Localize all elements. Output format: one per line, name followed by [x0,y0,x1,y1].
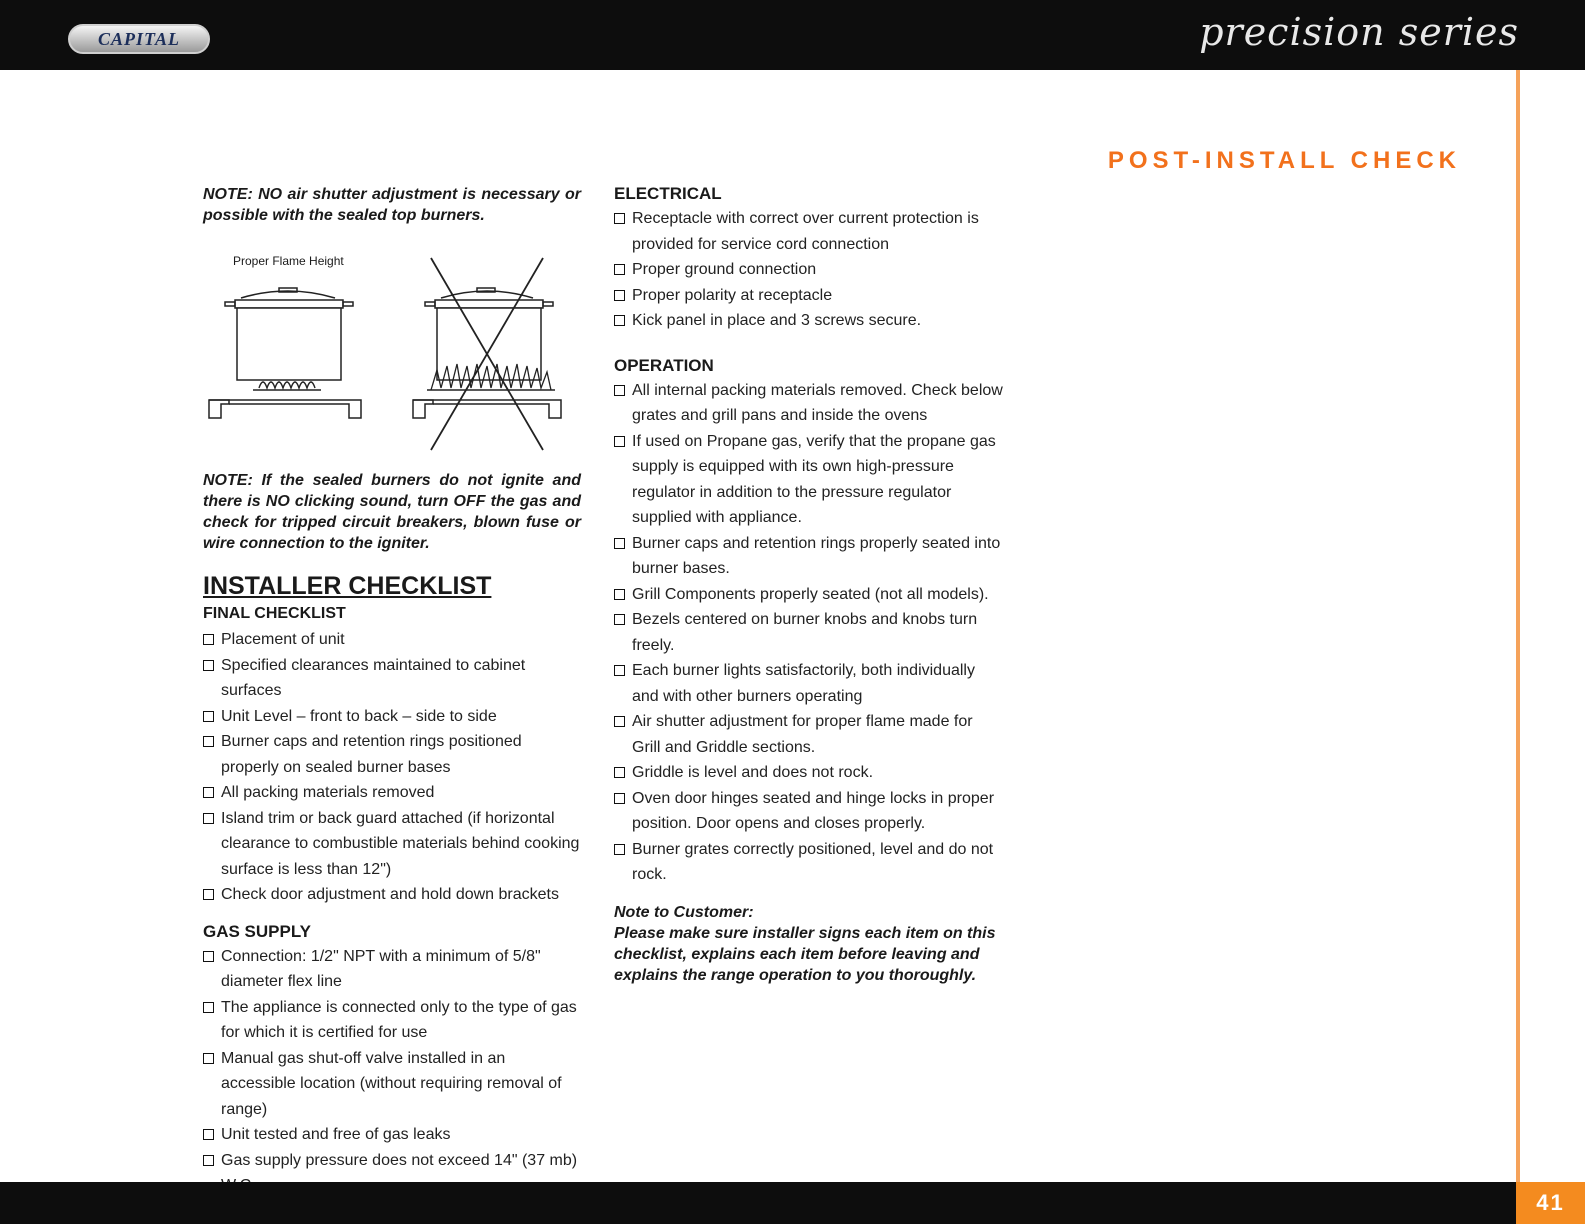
capital-logo [68,24,210,54]
air-shutter-note: NOTE: NO air shutter adjustment is necessary or possible with the sealed top burners. [203,186,581,224]
checkbox-icon [203,951,214,962]
list-item: Unit tested and free of gas leaks [203,1122,581,1148]
list-item: Burner grates correctly positioned, level and do not rock. [614,837,1004,888]
list-item: Grill Components properly seated (not all models). [614,582,1004,608]
checkbox-icon [203,889,214,900]
list-item: Receptacle with correct over current protection is provided for service cord connection [614,206,1004,257]
brand-text: CAPITAL [97,28,180,49]
checkbox-icon [203,736,214,747]
list-item: Specified clearances maintained to cabinet surfaces [203,653,581,704]
gas-supply-checklist [203,944,581,1199]
proper-flame-pot-icon [209,288,361,418]
list-item: The appliance is connected only to the type of gas for which it is certified for use [203,995,581,1046]
list-item: Island trim or back guard attached (if horizontal clearance to combustible materials behind cooking surface is less than 12") [203,806,581,883]
list-item: Griddle is level and does not rock. [614,760,1004,786]
left-column [203,184,581,1199]
customer-note-text: Please make sure installer signs each item on this checklist, explains each item before leaving and explains the range operation to you thoroughly. [614,924,996,984]
list-item: Oven door hinges seated and hinge locks in proper position. Door opens and closes properly. [614,786,1004,837]
checkbox-icon [614,213,625,224]
list-item: If used on Propane gas, verify that the propane gas supply is equipped with its own high-pressure regulator in addition to the pressure regulator supplied with appliance. [614,429,1004,531]
checkbox-icon [614,589,625,600]
checkbox-icon [614,614,625,625]
right-column [614,184,1004,986]
series-title: precision series [1199,10,1519,54]
checkbox-icon [203,813,214,824]
final-checklist [203,627,581,908]
flame-height-figure [203,254,581,454]
page-number: 41 [1516,1182,1585,1224]
list-item: Connection: 1/2" NPT with a minimum of 5/8" diameter flex line [203,944,581,995]
gas-supply-title: GAS SUPPLY [203,921,312,941]
list-item: Manual gas shut-off valve installed in an accessible location (without requiring removal of range) [203,1046,581,1123]
checkbox-icon [203,1053,214,1064]
list-item: Gas supply pressure does not exceed 14" (37 mb) [203,1148,581,1199]
checkbox-icon [203,787,214,798]
final-checklist-title: FINAL CHECKLIST [203,605,346,622]
checkbox-icon [614,436,625,447]
igniter-note: NOTE: If the sealed burners do not ignite and there is NO clicking sound, turn OFF the gas and check for tripped circuit breakers, blown fuse or wire connection to the igniter. [203,472,581,552]
operation-checklist [614,378,1004,888]
customer-note-title: Note to Customer: [614,903,754,921]
electrical-checklist [614,206,1004,334]
checkbox-icon [203,660,214,671]
electrical-title: ELECTRICAL [614,184,722,203]
checkbox-icon [614,538,625,549]
list-item: Proper polarity at receptacle [614,283,1004,309]
pot-illustration [203,254,581,454]
figure-label: Proper Flame Height [233,254,344,268]
checkbox-icon [203,711,214,722]
list-item: Burner caps and retention rings properly seated into burner bases. [614,531,1004,582]
list-item: Placement of unit [203,627,581,653]
list-item: All internal packing materials removed. Check below grates and grill pans and inside the ovens [614,378,1004,429]
operation-title: OPERATION [614,355,714,375]
installer-checklist-title: INSTALLER CHECKLIST [203,572,492,600]
list-item: Bezels centered on burner knobs and knobs turn freely. [614,607,1004,658]
checkbox-icon [203,1155,214,1166]
checkbox-icon [614,264,625,275]
list-item: Kick panel in place and 3 screws secure. [614,308,1004,334]
list-item: Proper ground connection [614,257,1004,283]
list-item: Air shutter adjustment for proper flame made for Grill and Griddle sections. [614,709,1004,760]
side-rule [1516,70,1520,1182]
section-title: POST-INSTALL CHECK [1107,147,1461,174]
list-item: All packing materials removed [203,780,581,806]
checkbox-icon [614,315,625,326]
list-item: Unit Level – front to back – side to side [203,704,581,730]
footer-bar [0,1182,1585,1224]
checkbox-icon [614,844,625,855]
header-bar [0,0,1585,70]
checkbox-icon [203,634,214,645]
checkbox-icon [203,1129,214,1140]
checkbox-icon [614,767,625,778]
improper-flame-pot-icon [413,258,561,450]
list-item: Check door adjustment and hold down brackets [203,882,581,908]
list-item: Burner caps and retention rings positioned properly on sealed burner bases [203,729,581,780]
checkbox-icon [614,665,625,676]
checkbox-icon [614,385,625,396]
checkbox-icon [614,793,625,804]
list-item: Each burner lights satisfactorily, both individually and with other burners operating [614,658,1004,709]
checkbox-icon [614,716,625,727]
checkbox-icon [203,1002,214,1013]
checkbox-icon [614,290,625,301]
